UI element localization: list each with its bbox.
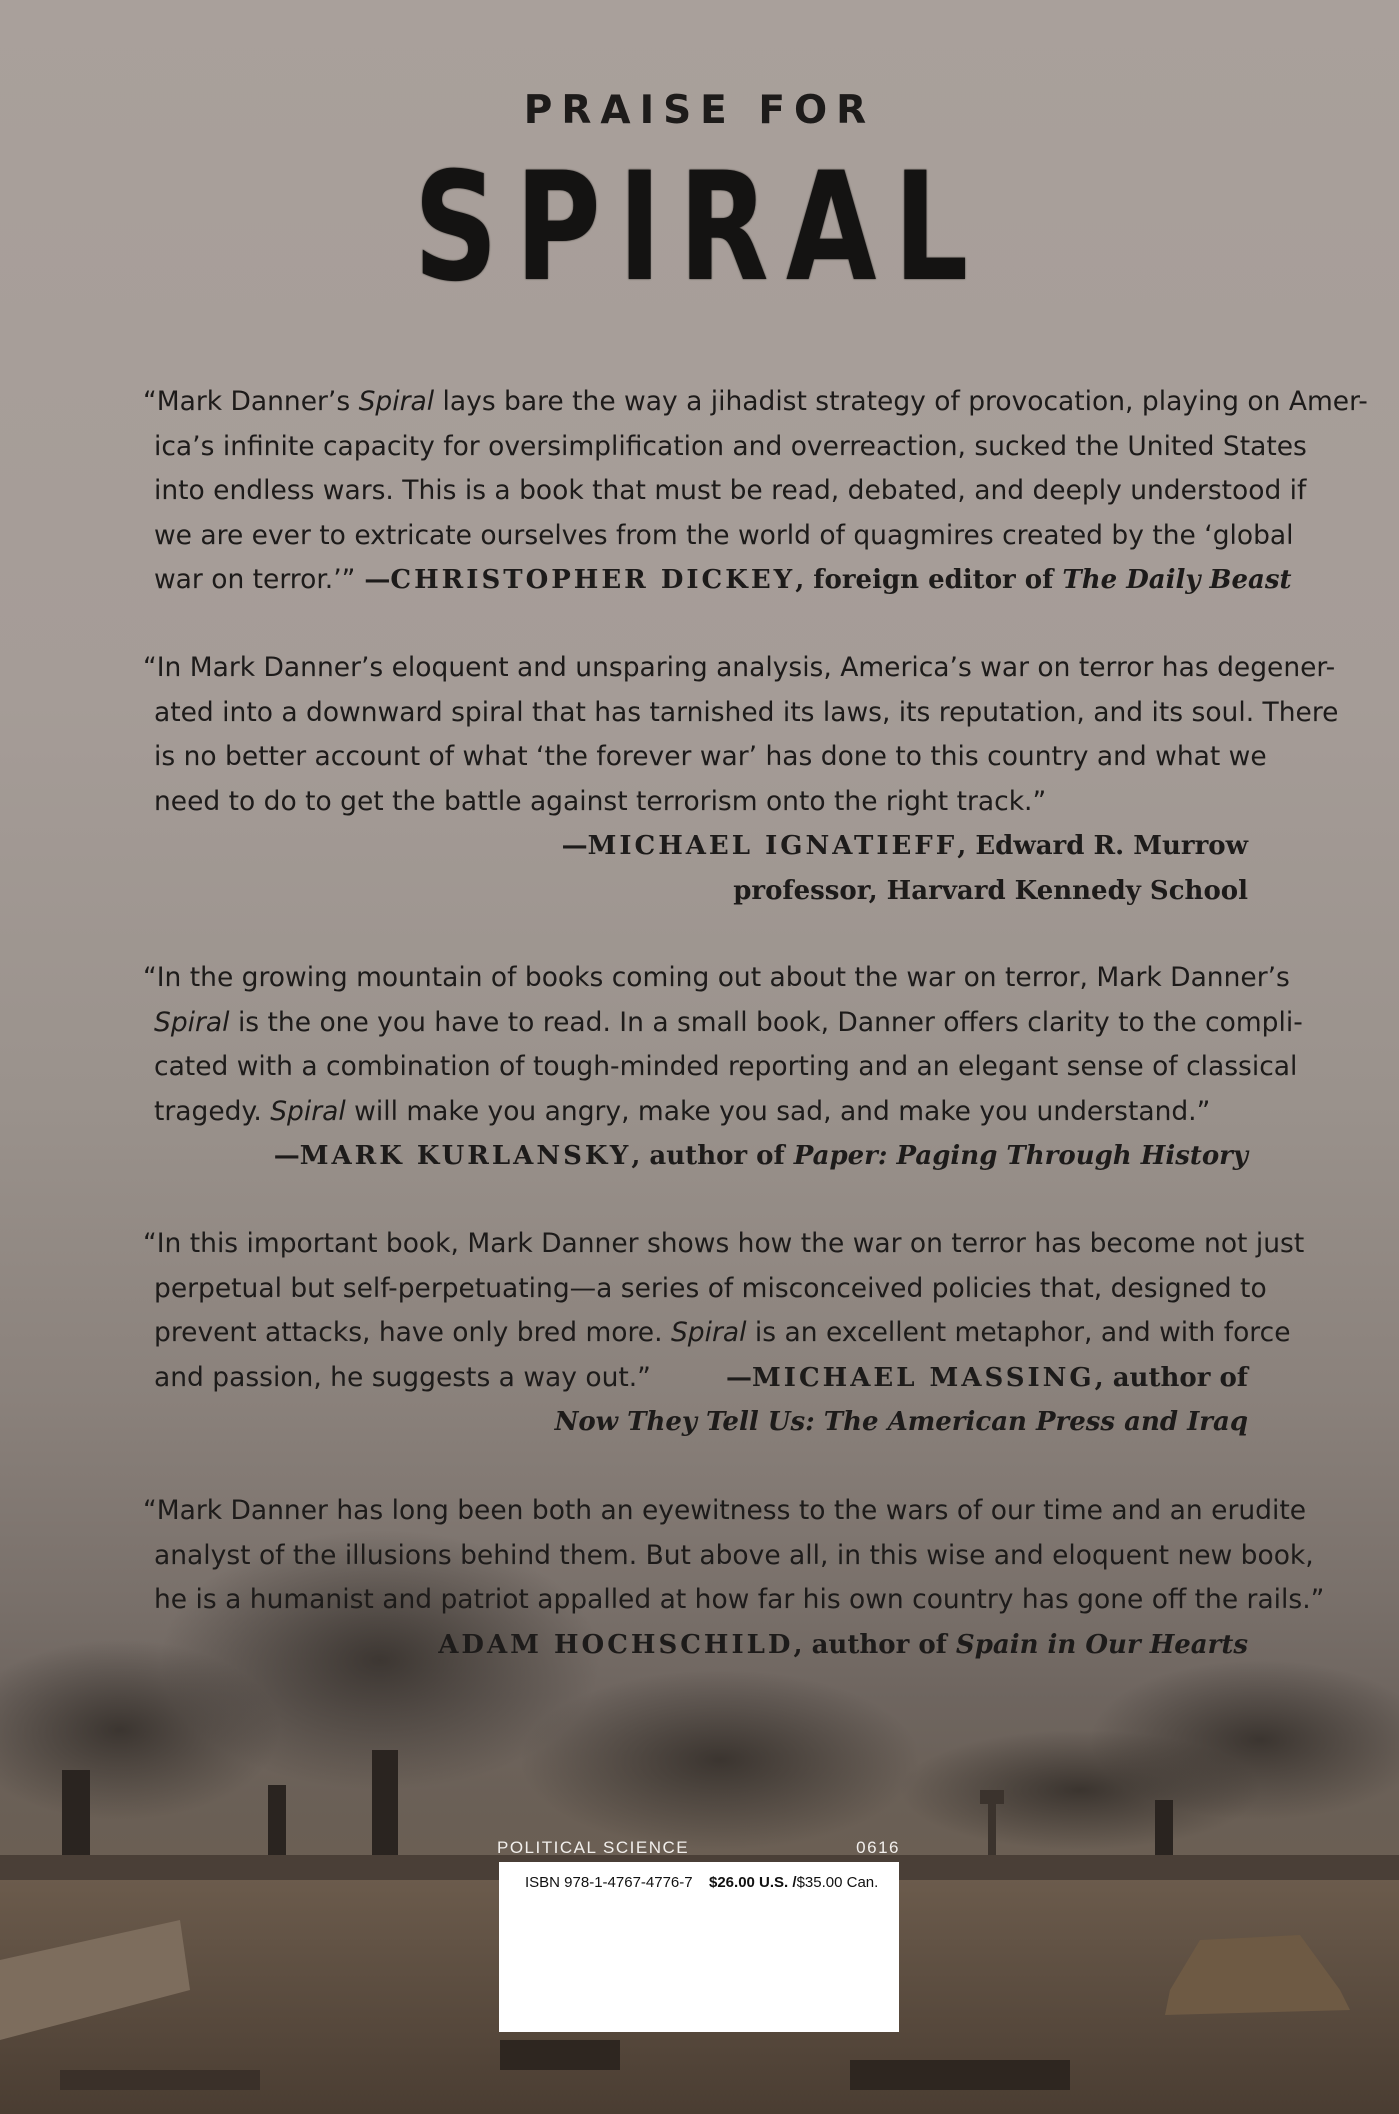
blurb-4 xyxy=(143,1222,1305,1445)
smoke-plume xyxy=(520,1670,920,1850)
price-us: $26.00 U.S. / xyxy=(709,1874,797,1891)
blurb-line: need to do to get the battle against terrorism onto the right track.” xyxy=(154,785,1047,817)
blurb-line: he is a humanist and patriot appalled at how far his own country has gone off the rails.” xyxy=(154,1584,1325,1616)
blurb-line: cated with a combination of tough-minded reporting and an elegant sense of classical xyxy=(154,1051,1298,1083)
attribution: —MICHAEL IGNATIEFF, Edward R. Murrow xyxy=(561,831,1248,862)
dark-patch xyxy=(500,2040,620,2070)
blurb-line: we are ever to extricate ourselves from the world of quagmires created by the ‘global xyxy=(154,519,1294,551)
attribution-work: Now They Tell Us: The American Press and Iraq xyxy=(554,1407,1248,1438)
blurb-line: is no better account of what ‘the forever war’ has done to this country and what we xyxy=(154,741,1267,773)
dark-patch xyxy=(60,2070,260,2090)
attribution: —MARK KURLANSKY, author of Paper: Paging Through History xyxy=(273,1141,1248,1172)
category-label: POLITICAL SCIENCE xyxy=(497,1838,690,1857)
factory-chimney xyxy=(268,1785,286,1865)
blurb-line: perpetual but self-perpetuating—a series of misconceived policies that, designed to xyxy=(154,1272,1267,1304)
barcode-box xyxy=(499,1862,899,2032)
blurb-line: “In Mark Danner’s eloquent and unsparing analysis, America’s war on terror has degener- xyxy=(143,652,1336,683)
attribution-continued: professor, Harvard Kennedy School xyxy=(733,875,1248,906)
blurb-line: ica’s infinite capacity for oversimplification and overreaction, sucked the United States xyxy=(154,430,1307,462)
blurb-3 xyxy=(143,956,1303,1179)
attribution: —MICHAEL MASSING, author of xyxy=(726,1362,1248,1393)
blurb-line: tragedy. Spiral will make you angry, make you sad, and make you understand.” xyxy=(154,1095,1211,1127)
book-title: SPIRAL xyxy=(413,141,986,315)
attribution: ADAM HOCHSCHILD, author of Spain in Our Hearts xyxy=(438,1629,1248,1660)
isbn-label: ISBN 978-1-4767-4776-7 xyxy=(525,1874,693,1891)
blurb-line: into endless wars. This is a book that must be read, debated, and deeply understood if xyxy=(154,475,1307,507)
price-label xyxy=(709,1874,878,1891)
attribution: —CHRISTOPHER DICKEY, foreign editor of The Daily Beast xyxy=(355,565,1292,596)
dark-patch xyxy=(850,2060,1070,2090)
blurb-line: ated into a downward spiral that has tarnished its laws, its reputation, and its soul. There xyxy=(154,696,1339,728)
blurb-line: “Mark Danner has long been both an eyewitness to the wars of our time and an erudite xyxy=(143,1495,1307,1526)
praise-for-heading: PRAISE FOR xyxy=(523,88,876,133)
blurb-line: “Mark Danner’s Spiral lays bare the way a jihadist strategy of provocation, playing on Amer- xyxy=(143,386,1368,417)
blurb-line: “In the growing mountain of books coming out about the war on terror, Mark Danner’s xyxy=(143,962,1290,993)
blurb-1 xyxy=(143,380,1368,603)
blurb-5 xyxy=(143,1489,1325,1667)
blurb-line: and passion, he suggests a way out.” —MICHAEL MASSING, author of xyxy=(143,1356,1253,1401)
price-can: $35.00 Can. xyxy=(796,1874,879,1891)
blurb-line: analyst of the illusions behind them. But above all, in this wise and eloquent new book, xyxy=(154,1539,1314,1571)
header xyxy=(0,88,1399,315)
blurb-line: “In this important book, Mark Danner shows how the war on terror has become not just xyxy=(143,1228,1305,1259)
water-tower xyxy=(980,1790,1004,1804)
blurb-line: prevent attacks, have only bred more. Spiral is an excellent metaphor, and with force xyxy=(154,1317,1291,1349)
blurb-2 xyxy=(143,646,1339,914)
blurb-line: war on terror.’” —CHRISTOPHER DICKEY, foreign editor of The Daily Beast xyxy=(154,564,1292,596)
blurb-line: Spiral is the one you have to read. In a small book, Danner offers clarity to the compli- xyxy=(154,1006,1303,1038)
date-code: 0616 xyxy=(856,1838,900,1857)
